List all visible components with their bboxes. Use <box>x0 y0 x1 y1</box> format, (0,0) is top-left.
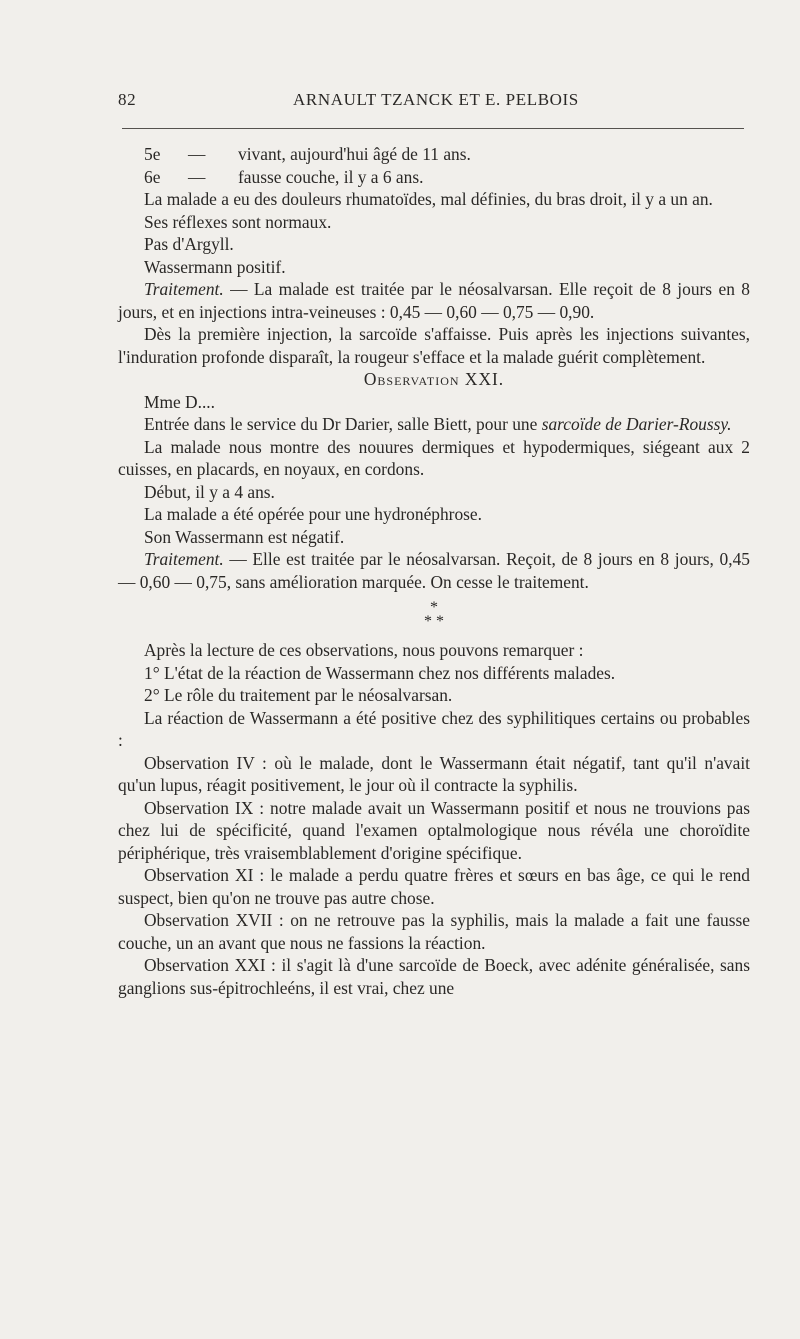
patient-name: Mme D.... <box>144 391 216 412</box>
paragraph: Traitement. — La malade est traitée par le néosalvarsan. Elle reçoit de 8 jours en 8 jours, et en injections intra-veineuses : 0,45 — 0,60 — 0,75 — 0,90. <box>118 279 750 322</box>
header-rule <box>122 128 744 129</box>
paragraph: Observation IV : où le malade, dont le Wassermann était négatif, tant qu'il n'avait qu'un lupus, réagit positivement, le jour où il contracte la syphilis. <box>118 752 750 795</box>
separator-star-top: * <box>430 599 438 616</box>
paragraph: Son Wassermann est négatif. <box>144 526 345 547</box>
running-title: ARNAULT TZANCK ET E. PELBOIS <box>293 90 579 109</box>
list-item: 5e — vivant, aujourd'hui âgé de 11 ans. <box>144 144 471 164</box>
list-item: 6e — fausse couche, il y a 6 ans. <box>144 166 424 187</box>
paragraph: Entrée dans le service du Dr Darier, salle Biett, pour une sarcoïde de Darier-Roussy. <box>144 414 732 434</box>
section-separator <box>118 601 750 629</box>
separator-stars-bottom: * * <box>424 613 444 630</box>
paragraph: Début, il y a 4 ans. <box>144 481 275 502</box>
paragraph: Pas d'Argyll. <box>144 234 234 254</box>
paragraph: Dès la première injection, la sarcoïde s'affaisse. Puis après les injections suivantes, l'induration profonde disparaît, la rougeur s'efface et la malade guérit complètement. <box>118 324 750 367</box>
paragraph: Observation XXI : il s'agit là d'une sarcoïde de Boeck, avec adénite généralisée, sans ganglions sus-épitrochleéns, il est vrai, chez une <box>118 955 750 998</box>
body-text <box>118 143 750 999</box>
paragraph: 1° L'état de la réaction de Wassermann chez nos différents malades. <box>144 662 616 683</box>
paragraph: La malade nous montre des nouures dermiques et hypodermiques, siégeant aux 2 cuisses, en placards, en noyaux, en cordons. <box>118 436 750 479</box>
page-header <box>118 90 750 116</box>
paragraph: La malade a eu des douleurs rhumatoïdes, mal définies, du bras droit, il y a un an. <box>144 189 713 209</box>
paragraph: Observation XVII : on ne retrouve pas la syphilis, mais la malade a fait une fausse couche, un an avant que nous ne fassions la réaction. <box>118 910 750 953</box>
paragraph: Traitement. — Elle est traitée par le néosalvarsan. Reçoit, de 8 jours en 8 jours, 0,45 — 0,60 — 0,75, sans amélioration marquée. On cesse le traitement. <box>118 549 750 592</box>
observation-title: Observation XXI. <box>363 369 505 389</box>
paragraph: La malade a été opérée pour une hydronéphrose. <box>144 504 482 524</box>
paragraph: Observation IX : notre malade avait un Wassermann positif et nous ne trouvions pas chez lui de spécificité, quand l'examen optalmologique nous révéla une choroïdite périphérique, très vraisemblablement d'origine spécifique. <box>118 797 750 863</box>
paragraph: Wassermann positif. <box>144 256 286 277</box>
page-number: 82 <box>118 90 137 109</box>
paragraph: La réaction de Wassermann a été positive chez des syphilitiques certains ou probables : <box>118 707 750 750</box>
paragraph: 2° Le rôle du traitement par le néosalvarsan. <box>144 685 453 705</box>
paragraph: Observation XI : le malade a perdu quatre frères et sœurs en bas âge, ce qui le rend suspect, bien qu'on ne trouve pas autre chose. <box>118 865 750 908</box>
paragraph: Après la lecture de ces observations, nous pouvons remarquer : <box>144 640 584 660</box>
paragraph: Ses réflexes sont normaux. <box>144 211 332 232</box>
